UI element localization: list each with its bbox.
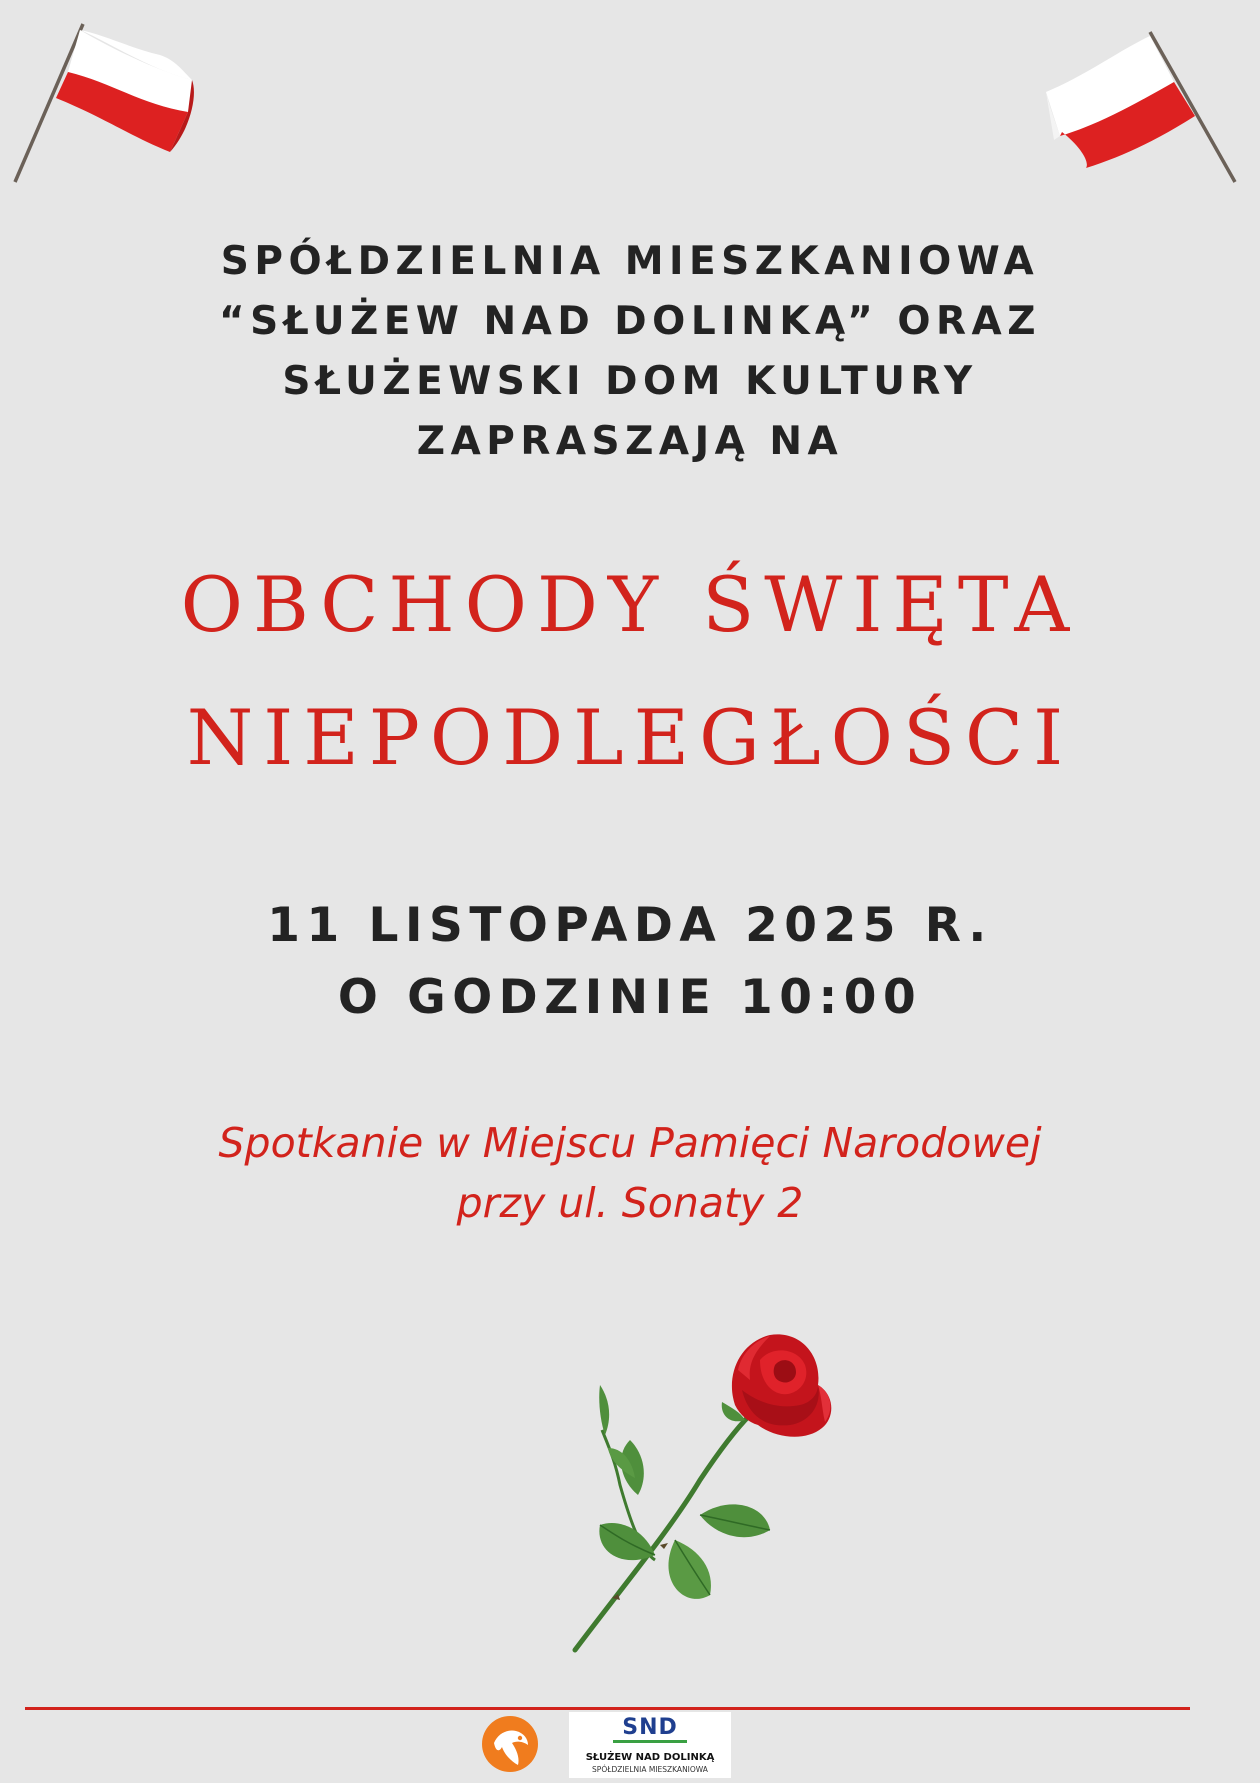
event-title-line-1: OBCHODY ŚWIĘTA	[180, 560, 1080, 649]
polish-flag-right	[1040, 28, 1240, 188]
intro-line-3: SŁUŻEWSKI DOM KULTURY	[282, 359, 978, 404]
event-date-line: 11 LISTOPADA 2025 R.	[267, 898, 993, 953]
cooperative-logo-subtitle: SPÓŁDZIELNIA MIESZKANIOWA	[592, 1765, 708, 1774]
event-time-line: O GODZINIE 10:00	[337, 970, 923, 1025]
cooperative-logo-name: SŁUŻEW NAD DOLINKĄ	[585, 1752, 715, 1763]
cooperative-logo-bar	[613, 1740, 687, 1743]
intro-line-2: “SŁUŻEW NAD DOLINKĄ” ORAZ	[218, 299, 1042, 344]
venue-line-2: przy ul. Sonaty 2	[456, 1179, 804, 1227]
polish-flag-left	[10, 20, 210, 190]
cooperative-logo	[569, 1712, 731, 1778]
cooperative-logo-mark: SND	[622, 1715, 678, 1740]
intro-line-1: SPÓŁDZIELNIA MIESZKANIOWA	[220, 239, 1040, 284]
organizers-intro	[0, 232, 1260, 472]
red-rose-image	[560, 1330, 890, 1660]
intro-line-4: ZAPRASZAJĄ NA	[416, 419, 844, 464]
venue-line-1: Spotkanie w Miejscu Pamięci Narodowej	[218, 1119, 1042, 1167]
event-venue	[0, 1113, 1260, 1233]
event-date	[0, 890, 1260, 1034]
cultural-center-logo-icon	[480, 1713, 540, 1775]
footer-divider	[25, 1707, 1190, 1710]
event-title-line-2: NIEPODLEGŁOŚCI	[186, 693, 1074, 782]
